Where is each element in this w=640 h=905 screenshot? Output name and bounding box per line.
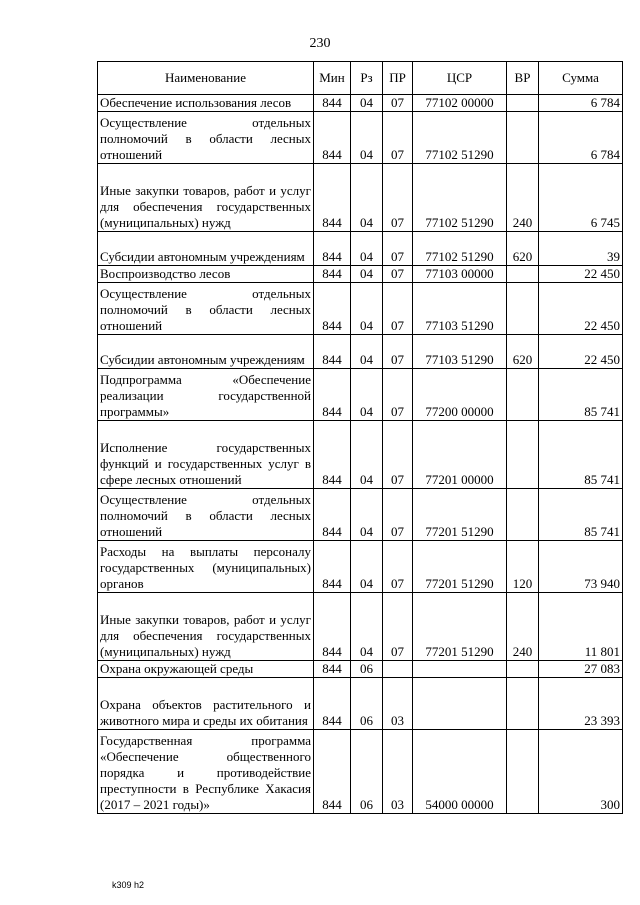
row-vr-cell	[507, 266, 539, 283]
row-rz-cell: 06	[351, 730, 383, 814]
row-min-cell: 844	[314, 112, 351, 164]
row-pr-cell: 07	[383, 232, 413, 266]
row-pr-cell	[383, 661, 413, 678]
row-csr-cell: 54000 00000	[413, 730, 507, 814]
row-pr-cell: 07	[383, 112, 413, 164]
table-row	[98, 283, 623, 335]
row-vr-cell	[507, 369, 539, 421]
row-vr-cell	[507, 661, 539, 678]
row-pr-cell: 07	[383, 369, 413, 421]
table-row	[98, 112, 623, 164]
row-rz-cell: 04	[351, 421, 383, 489]
row-sum-cell: 6 784	[539, 95, 623, 112]
row-rz-cell: 04	[351, 232, 383, 266]
table-row	[98, 95, 623, 112]
row-name-cell: Подпрограмма «Обеспечение реализации государственной программы»	[98, 369, 314, 421]
row-csr-cell: 77103 51290	[413, 283, 507, 335]
header-name: Наименование	[98, 62, 314, 95]
table-row	[98, 678, 623, 730]
header-vr: ВР	[507, 62, 539, 95]
row-name-cell: Осуществление отдельных полномочий в области лесных отношений	[98, 112, 314, 164]
header-csr: ЦСР	[413, 62, 507, 95]
row-rz-cell: 04	[351, 541, 383, 593]
row-csr-cell: 77102 51290	[413, 164, 507, 232]
table-row	[98, 541, 623, 593]
row-min-cell: 844	[314, 593, 351, 661]
row-rz-cell: 04	[351, 489, 383, 541]
row-vr-cell	[507, 421, 539, 489]
row-min-cell: 844	[314, 95, 351, 112]
row-sum-cell: 85 741	[539, 421, 623, 489]
row-vr-cell	[507, 95, 539, 112]
row-pr-cell: 07	[383, 164, 413, 232]
table-row	[98, 489, 623, 541]
row-vr-cell: 120	[507, 541, 539, 593]
row-min-cell: 844	[314, 164, 351, 232]
row-pr-cell: 07	[383, 593, 413, 661]
row-rz-cell: 04	[351, 266, 383, 283]
row-rz-cell: 04	[351, 335, 383, 369]
row-csr-cell: 77103 51290	[413, 335, 507, 369]
row-min-cell: 844	[314, 335, 351, 369]
header-rz: Рз	[351, 62, 383, 95]
row-sum-cell: 39	[539, 232, 623, 266]
row-sum-cell: 23 393	[539, 678, 623, 730]
table-row	[98, 335, 623, 369]
row-vr-cell: 620	[507, 232, 539, 266]
table-row	[98, 593, 623, 661]
row-sum-cell: 22 450	[539, 266, 623, 283]
table-row	[98, 232, 623, 266]
row-rz-cell: 06	[351, 678, 383, 730]
row-min-cell: 844	[314, 266, 351, 283]
row-name-cell: Осуществление отдельных полномочий в области лесных отношений	[98, 489, 314, 541]
table-row	[98, 421, 623, 489]
row-name-cell: Воспроизводство лесов	[98, 266, 314, 283]
row-sum-cell: 27 083	[539, 661, 623, 678]
row-name-cell: Государственная программа «Обеспечение общественного порядка и противодействие преступности в Республике Хакасия (2017 – 2021 годы)»	[98, 730, 314, 814]
row-vr-cell	[507, 730, 539, 814]
row-min-cell: 844	[314, 661, 351, 678]
row-rz-cell: 04	[351, 593, 383, 661]
row-name-cell: Иные закупки товаров, работ и услуг для обеспечения государственных (муниципальных) нужд	[98, 593, 314, 661]
row-vr-cell	[507, 489, 539, 541]
row-sum-cell: 6 745	[539, 164, 623, 232]
row-pr-cell: 07	[383, 489, 413, 541]
table-header-row	[98, 62, 623, 95]
row-vr-cell: 620	[507, 335, 539, 369]
table-row	[98, 266, 623, 283]
row-min-cell: 844	[314, 421, 351, 489]
row-csr-cell: 77102 51290	[413, 232, 507, 266]
page-number: 230	[309, 36, 331, 51]
row-sum-cell: 22 450	[539, 283, 623, 335]
row-name-cell: Охрана окружающей среды	[98, 661, 314, 678]
row-min-cell: 844	[314, 232, 351, 266]
row-csr-cell: 77200 00000	[413, 369, 507, 421]
row-name-cell: Иные закупки товаров, работ и услуг для обеспечения государственных (муниципальных) нужд	[98, 164, 314, 232]
row-csr-cell: 77102 51290	[413, 112, 507, 164]
row-sum-cell: 22 450	[539, 335, 623, 369]
row-sum-cell: 6 784	[539, 112, 623, 164]
budget-table	[97, 61, 623, 814]
row-csr-cell	[413, 678, 507, 730]
row-csr-cell: 77102 00000	[413, 95, 507, 112]
header-pr: ПР	[383, 62, 413, 95]
row-sum-cell: 85 741	[539, 369, 623, 421]
row-vr-cell	[507, 112, 539, 164]
row-min-cell: 844	[314, 283, 351, 335]
row-name-cell: Обеспечение использования лесов	[98, 95, 314, 112]
row-csr-cell	[413, 661, 507, 678]
row-vr-cell	[507, 283, 539, 335]
row-vr-cell: 240	[507, 164, 539, 232]
row-pr-cell: 07	[383, 266, 413, 283]
table-row	[98, 661, 623, 678]
row-min-cell: 844	[314, 489, 351, 541]
row-min-cell: 844	[314, 678, 351, 730]
row-name-cell: Субсидии автономным учреждениям	[98, 232, 314, 266]
row-name-cell: Исполнение государственных функций и государственных услуг в сфере лесных отношений	[98, 421, 314, 489]
row-pr-cell: 07	[383, 541, 413, 593]
row-sum-cell: 85 741	[539, 489, 623, 541]
row-rz-cell: 06	[351, 661, 383, 678]
row-name-cell: Охрана объектов растительного и животного мира и среды их обитания	[98, 678, 314, 730]
row-csr-cell: 77103 00000	[413, 266, 507, 283]
header-sum: Сумма	[539, 62, 623, 95]
header-min: Мин	[314, 62, 351, 95]
table-row	[98, 369, 623, 421]
row-pr-cell: 03	[383, 678, 413, 730]
row-rz-cell: 04	[351, 95, 383, 112]
row-rz-cell: 04	[351, 283, 383, 335]
row-pr-cell: 07	[383, 335, 413, 369]
row-name-cell: Осуществление отдельных полномочий в области лесных отношений	[98, 283, 314, 335]
table-row	[98, 730, 623, 814]
row-rz-cell: 04	[351, 164, 383, 232]
footer-code: k309 h2	[112, 880, 145, 890]
row-min-cell: 844	[314, 730, 351, 814]
row-pr-cell: 07	[383, 95, 413, 112]
row-name-cell: Расходы на выплаты персоналу государственных (муниципальных) органов	[98, 541, 314, 593]
row-sum-cell: 73 940	[539, 541, 623, 593]
table-row	[98, 164, 623, 232]
row-vr-cell: 240	[507, 593, 539, 661]
row-csr-cell: 77201 00000	[413, 421, 507, 489]
row-vr-cell	[507, 678, 539, 730]
row-sum-cell: 11 801	[539, 593, 623, 661]
row-csr-cell: 77201 51290	[413, 541, 507, 593]
row-csr-cell: 77201 51290	[413, 489, 507, 541]
row-name-cell: Субсидии автономным учреждениям	[98, 335, 314, 369]
row-rz-cell: 04	[351, 112, 383, 164]
row-sum-cell: 300	[539, 730, 623, 814]
row-rz-cell: 04	[351, 369, 383, 421]
row-min-cell: 844	[314, 369, 351, 421]
row-pr-cell: 07	[383, 421, 413, 489]
row-pr-cell: 07	[383, 283, 413, 335]
row-csr-cell: 77201 51290	[413, 593, 507, 661]
row-pr-cell: 03	[383, 730, 413, 814]
row-min-cell: 844	[314, 541, 351, 593]
